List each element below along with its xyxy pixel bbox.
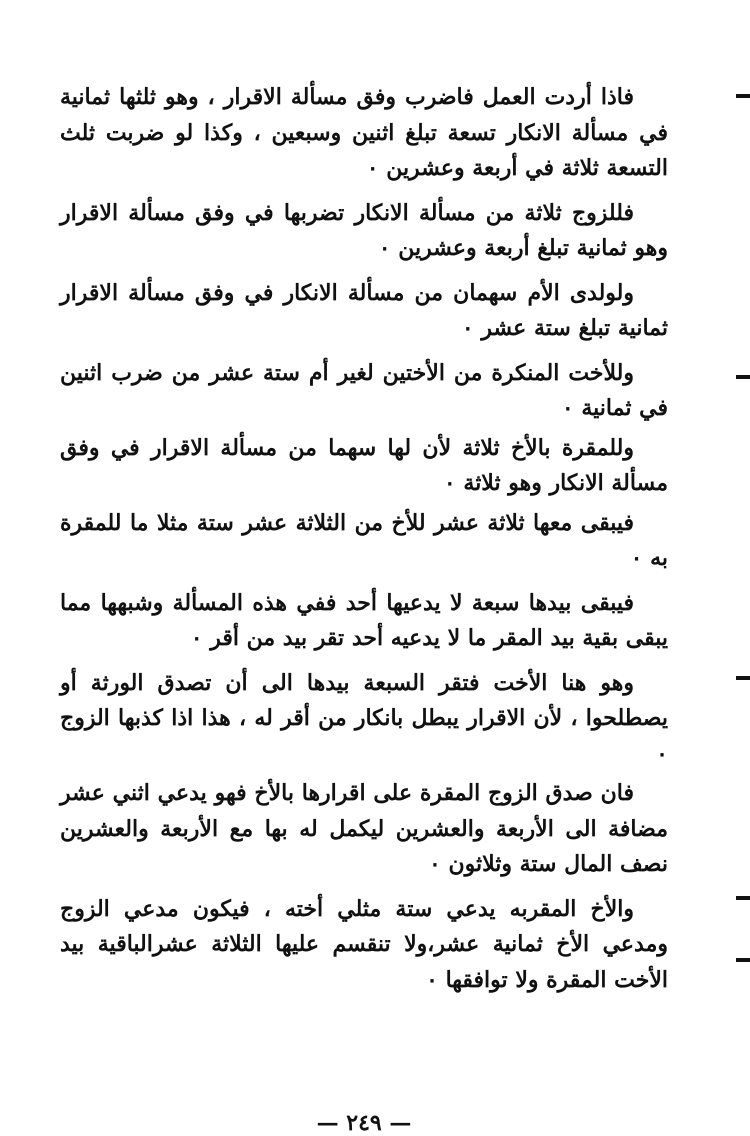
paragraph-10: والأخ المقربه يدعي ستة مثلي أخته ، فيكون مدعي الزوج ومدعي الأخ ثمانية عشر،ولا تنقسم عليها الثلاثة عشرالباقية بيد الأخت المقرة ولا توافقها ٠ [60,895,668,993]
book-page [60,80,668,1136]
scan-edge-mark [736,958,750,962]
paragraph-6: فيبقى معها ثلاثة عشر للأخ من الثلاثة عشر ستة مثلا ما للمقرة به ٠ [60,509,668,571]
paragraph-2: فللزوج ثلاثة من مسألة الانكار تضربها في وفق مسألة الاقرار وهو ثمانية تبلغ أربعة وعشرين ٠ [60,199,668,261]
paragraph-4: وللأخت المنكرة من الأختين لغير أم ستة عشر من ضرب اثنين في ثمانية ٠ [60,359,668,421]
paragraph-7: فيبقى بيدها سبعة لا يدعيها أحد ففي هذه المسألة وشبهها مما يبقى بقية بيد المقر ما لا يدعيه أحد تقر بيد من أقر ٠ [60,589,668,651]
paragraph-1: فاذا أردت العمل فاضرب وفق مسألة الاقرار ، وهو ثلثها ثمانية في مسألة الانكار تسعة تبلغ اثنين وسبعين ، وكذا لو ضربت ثلث التسعة ثلاثة في أربعة وعشرين ٠ [60,84,668,181]
page-number: — ٢٤٩ — [316,1110,412,1136]
paragraph-8: وهو هنا الأخت فتقر السبعة بيدها الى أن تصدق الورثة أو يصطلحوا ، لأن الاقرار يبطل بانكار من أقر له ، هذا اذا كذبها الزوج ٠ [60,669,668,767]
paragraph-5: وللمقرة بالأخ ثلاثة لأن لها سهما من مسألة الاقرار في وفق مسألة الانكار وهو ثلاثة ٠ [60,434,668,496]
scan-edge-mark [736,896,750,900]
scan-edge-mark [736,94,750,98]
scan-edge-mark [736,375,750,379]
paragraph-9: فان صدق الزوج المقرة على اقرارها بالأخ فهو يدعي اثني عشر مضافة الى الأربعة والعشرين ليكمل له بها مع الأربعة والعشرين نصف المال ستة وثلاثون ٠ [60,780,668,877]
body-text [60,80,668,998]
paragraph-3: ولولدى الأم سهمان من مسألة الانكار في وفق مسألة الاقرار ثمانية تبلغ ستة عشر ٠ [60,279,668,341]
scan-edge-mark [736,676,750,680]
